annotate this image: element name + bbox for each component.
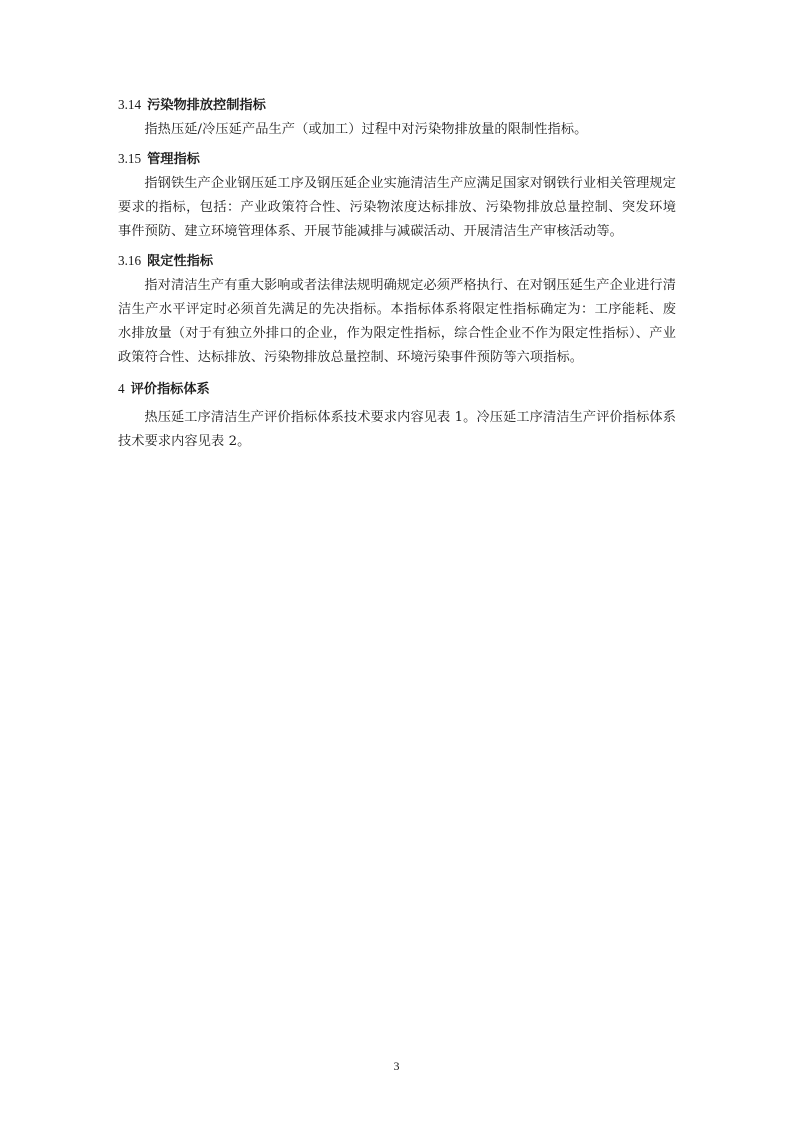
section-title: 评价指标体系 <box>130 382 210 397</box>
section-heading-3-15 <box>118 148 676 170</box>
page-content <box>118 94 676 454</box>
section-heading-3-14 <box>118 94 676 116</box>
section-paragraph: 指热压延/冷压延产品生产（或加工）过程中对污染物排放量的限制性指标。 <box>144 122 588 137</box>
section-number: 4 <box>118 381 125 396</box>
section-title: 管理指标 <box>147 152 200 167</box>
page-number: 3 <box>393 1059 400 1073</box>
section-paragraph: 指钢铁生产企业钢压延工序及钢压延企业实施清洁生产应满足国家对钢铁行业相关管理规定要求的指标，包括：产业政策符合性、污染物浓度达标排放、污染物排放总量控制、突发环境事件预防、建立环境管理体系、开展节能减排与减碳活动、开展清洁生产审核活动等。 <box>118 176 676 239</box>
section-heading-4 <box>118 378 676 400</box>
section-paragraph: 指对清洁生产有重大影响或者法律法规明确规定必须严格执行、在对钢压延生产企业进行清洁生产水平评定时必须首先满足的先决指标。本指标体系将限定性指标确定为：工序能耗、废水排放量（对于有独立外排口的企业，作为限定性指标，综合性企业不作为限定性指标）、产业政策符合性、达标排放、污染物排放总量控制、环境污染事件预防等六项指标。 <box>118 278 676 365</box>
section-number: 3.16 <box>118 253 142 268</box>
section-number: 3.14 <box>118 97 142 112</box>
section-title: 污染物排放控制指标 <box>147 98 266 113</box>
section-title: 限定性指标 <box>147 254 214 269</box>
section-paragraph: 热压延工序清洁生产评价指标体系技术要求内容见表 1。冷压延工序清洁生产评价指标体系技术要求内容见表 2。 <box>118 410 676 449</box>
section-number: 3.15 <box>118 151 142 166</box>
section-heading-3-16 <box>118 250 676 272</box>
